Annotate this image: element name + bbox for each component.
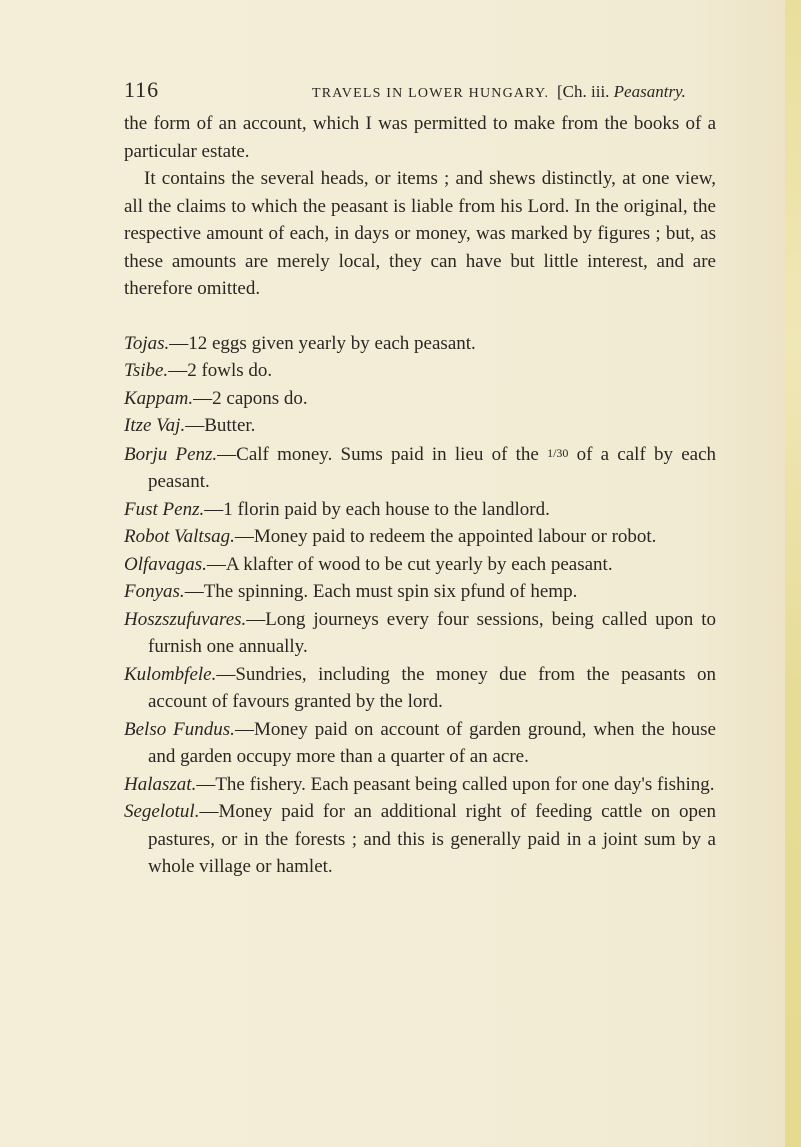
item-term: Borju Penz. <box>124 443 218 465</box>
list-item <box>124 578 716 606</box>
list-item <box>124 661 716 716</box>
item-definition: —1 florin paid by each house to the landlord. <box>204 498 550 520</box>
list-item <box>124 496 716 524</box>
list-item <box>124 440 716 496</box>
page-number: 116 <box>124 77 160 102</box>
body-text <box>124 110 716 881</box>
item-term: Robot Valtsag. <box>124 526 235 547</box>
chapter-prefix: [Ch. iii. <box>557 82 610 101</box>
item-definition: —Calf money. Sums paid in lieu of the <box>217 443 539 465</box>
item-definition: —2 fowls do. <box>168 360 273 381</box>
item-definition: —Money paid for an additional right of feeding cattle on open pastures, or in the forests ; and this is generally paid in a joint sum by a whole village or hamlet. <box>148 801 716 877</box>
list-item <box>124 412 716 440</box>
item-definition: —Sundries, including the money due from the peasants on account of favours granted by the lord. <box>148 663 716 712</box>
item-term: Itze Vaj. <box>124 415 186 436</box>
item-term: Tsibe. <box>124 360 169 381</box>
page-header <box>124 77 716 107</box>
item-definition-end: of a calf by each peasant. <box>148 443 716 492</box>
list-item <box>124 385 716 413</box>
list-item <box>124 716 716 771</box>
item-definition: —2 capons do. <box>193 387 308 409</box>
item-term: Fust Penz. <box>124 498 205 520</box>
running-title: TRAVELS IN LOWER HUNGARY. <box>312 86 550 101</box>
item-definition: —Long journeys every four sessions, being called upon to furnish one annually. <box>148 608 716 657</box>
item-term: Tojas. <box>124 332 170 354</box>
item-definition: —12 eggs given yearly by each peasant. <box>169 332 476 354</box>
item-definition: —Money paid to redeem the appointed labour or robot. <box>234 526 657 547</box>
item-term: Olfavagas. <box>124 553 207 575</box>
items-list <box>124 330 716 881</box>
item-definition: —Butter. <box>185 415 256 436</box>
fraction: 1/30 <box>547 445 569 460</box>
item-term: Kulombfele. <box>124 663 217 685</box>
page-edge <box>785 0 801 1147</box>
item-definition: —Money paid on account of garden ground, when the house and garden occupy more than a quarter of an acre. <box>148 718 716 767</box>
item-term: Fonyas. <box>124 581 185 602</box>
list-item <box>124 771 716 799</box>
list-item <box>124 357 716 385</box>
item-definition: —The spinning. Each must spin six pfund of hemp. <box>184 581 578 602</box>
item-term: Belso Fundus. <box>124 718 235 740</box>
list-item <box>124 523 716 551</box>
item-definition: —A klafter of wood to be cut yearly by each peasant. <box>206 553 613 575</box>
list-item <box>124 798 716 881</box>
chapter-title: Peasantry. <box>613 82 686 101</box>
item-term: Hoszszufuvares. <box>124 608 247 630</box>
intro-paragraph: It contains the several heads, or items ; and shews distinctly, at one view, all the claims to which the peasant is liable from his Lord. In the original, the respective amount of each, in days or money, was marked by figures ; but, as these amounts are merely local, they can have but little interest, and are therefore omitted. <box>124 168 716 299</box>
intro-paragraph: the form of an account, which I was permitted to make from the books of a particular estate. <box>124 113 716 162</box>
item-definition: —The fishery. Each peasant being called upon for one day's fishing. <box>196 773 715 795</box>
item-term: Halaszat. <box>124 773 197 795</box>
item-term: Segelotul. <box>124 801 200 822</box>
list-item <box>124 551 716 579</box>
item-term: Kappam. <box>124 387 194 409</box>
chapter-reference <box>557 82 686 102</box>
list-item <box>124 330 716 358</box>
list-item <box>124 606 716 661</box>
